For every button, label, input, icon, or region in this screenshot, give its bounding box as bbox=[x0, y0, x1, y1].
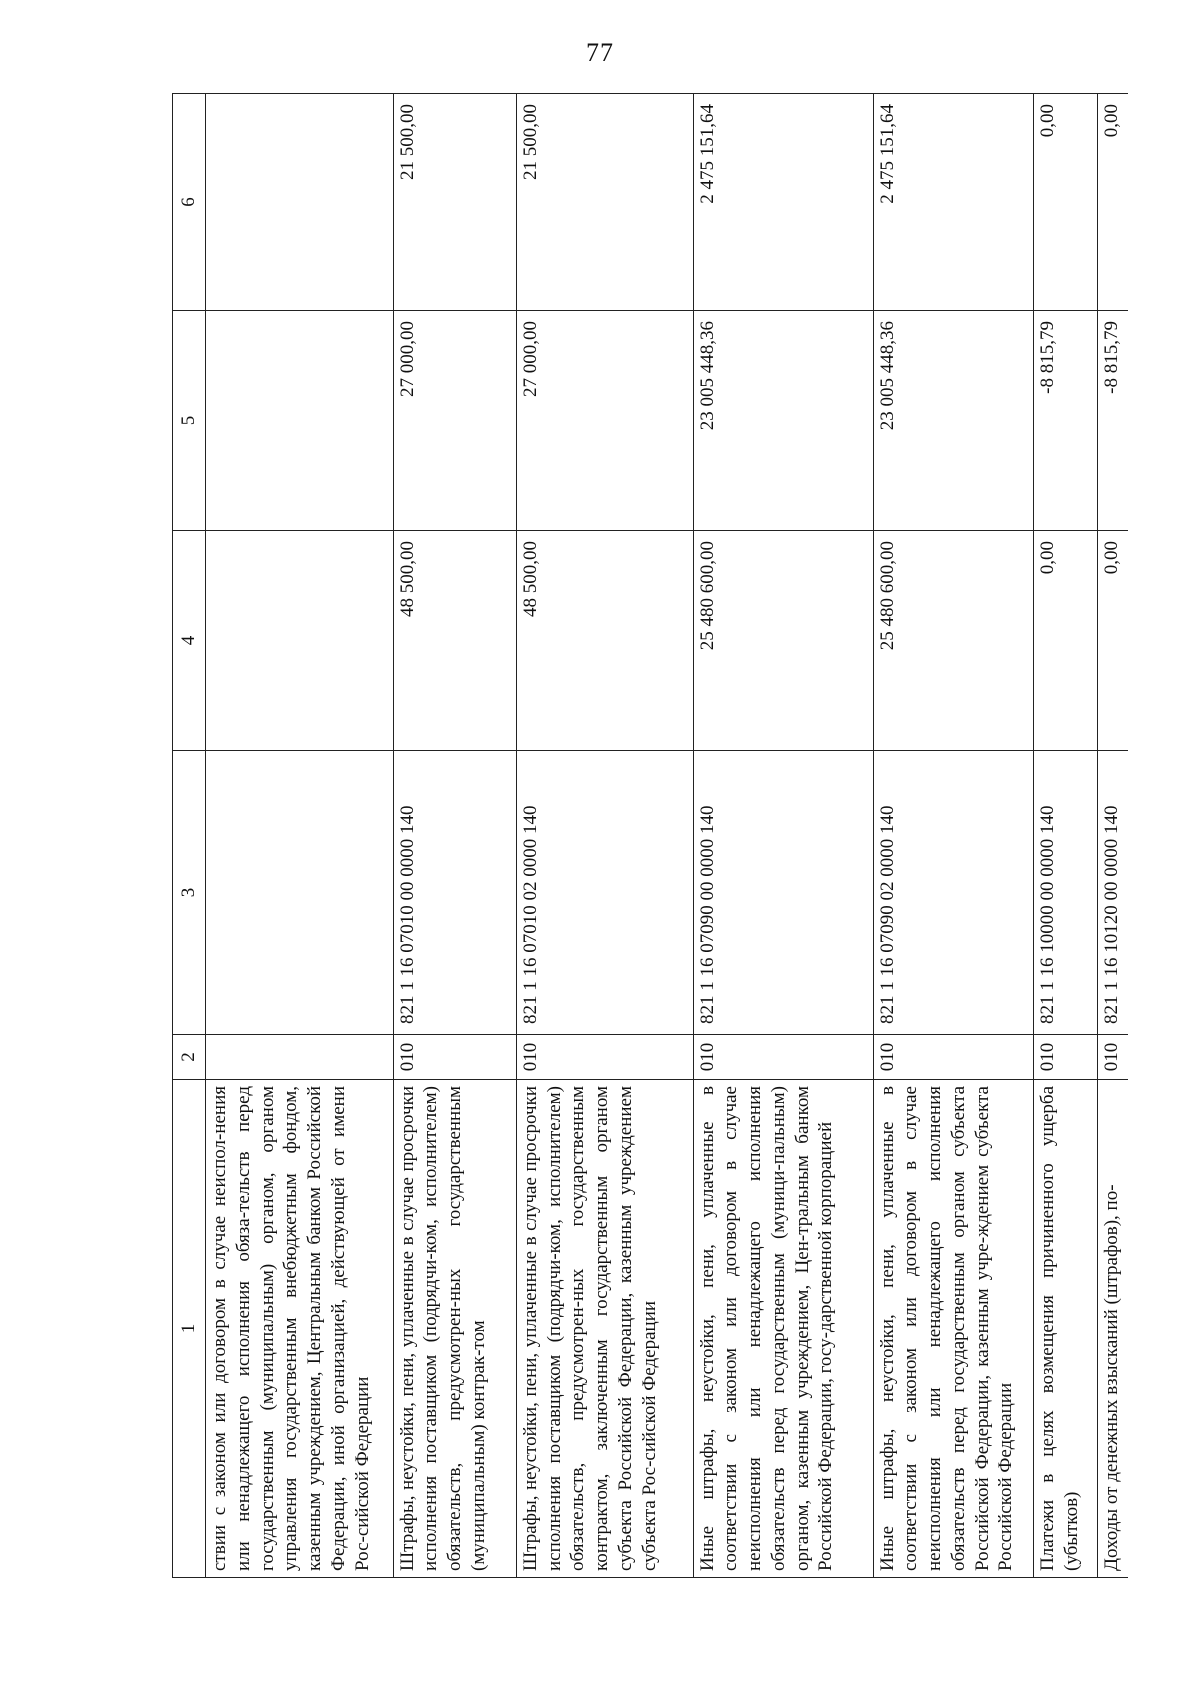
row-kbk: 821 1 16 07010 02 0000 140 bbox=[516, 751, 693, 1035]
header-col-6: 6 bbox=[173, 94, 206, 311]
header-col-4: 4 bbox=[173, 531, 206, 751]
row-col4: 48 500,00 bbox=[516, 531, 693, 751]
row-kbk bbox=[206, 751, 394, 1035]
row-kbk: 821 1 16 10000 00 0000 140 bbox=[1034, 751, 1097, 1035]
row-description: Штрафы, неустойки, пени, уплаченные в случае просрочки исполнения поставщиком (подрядчи-ком, исполнителем) обязательств, предусмотрен-ных государственным (муниципальным) контрак-том bbox=[393, 1080, 516, 1578]
row-description: ствии с законом или договором в случае неиспол-нения или ненадлежащего исполнения обяза-тельств перед государственным (муниципальным) органом, органом управления государственным внебюджетным фондом, казенным учреждением, Центральным банком Российской Федерации, иной организацией, действующей от имени Рос-сийской Федерации bbox=[206, 1080, 394, 1578]
row-kbk: 821 1 16 07090 00 0000 140 bbox=[693, 751, 873, 1035]
row-description: Доходы от денежных взысканий (штрафов), по- bbox=[1097, 1080, 1128, 1578]
table-row bbox=[516, 94, 693, 1578]
row-col4: 0,00 bbox=[1097, 531, 1128, 751]
row-kbk: 821 1 16 07010 00 0000 140 bbox=[393, 751, 516, 1035]
row-description: Платежи в целях возмещения причиненного ущерба (убытков) bbox=[1034, 1080, 1097, 1578]
header-col-2: 2 bbox=[173, 1035, 206, 1080]
row-col4: 48 500,00 bbox=[393, 531, 516, 751]
page-number: 77 bbox=[586, 38, 614, 67]
row-description: Штрафы, неустойки, пени, уплаченные в случае просрочки исполнения поставщиком (подрядчи-ком, исполнителем) обязательств, предусмотрен-ных государственным контрактом, заключенным государственным органом субъекта Российской Федерации, казенным учреждением субъекта Рос-сийской Федерации bbox=[516, 1080, 693, 1578]
row-description: Иные штрафы, неустойки, пени, уплаченные в соответствии с законом или договором в случае неисполнения или ненадлежащего исполнения обязательств перед государственным (муници-пальным) органом, казенным учреждением, Цен-тральным банком Российской Федерации, госу-дарственной корпорацией bbox=[693, 1080, 873, 1578]
row-col6 bbox=[206, 94, 394, 311]
row-col6: 21 500,00 bbox=[393, 94, 516, 311]
table-row bbox=[873, 94, 1034, 1578]
table-row bbox=[206, 94, 394, 1578]
row-line-code: 010 bbox=[516, 1035, 693, 1080]
rotated-table-container bbox=[172, 94, 1128, 1578]
row-line-code: 010 bbox=[873, 1035, 1034, 1080]
row-line-code: 010 bbox=[393, 1035, 516, 1080]
table-row bbox=[1034, 94, 1097, 1578]
row-col6: 21 500,00 bbox=[516, 94, 693, 311]
row-col5: 27 000,00 bbox=[516, 311, 693, 531]
row-col5: 23 005 448,36 bbox=[873, 311, 1034, 531]
table-row bbox=[693, 94, 873, 1578]
row-description: Иные штрафы, неустойки, пени, уплаченные в соответствии с законом или договором в случае неисполнения или ненадлежащего исполнения обязательств перед государственным органом субъекта Российской Федерации, казенным учре-ждением субъекта Российской Федерации bbox=[873, 1080, 1034, 1578]
row-col5: 27 000,00 bbox=[393, 311, 516, 531]
row-line-code: 010 bbox=[1034, 1035, 1097, 1080]
header-col-3: 3 bbox=[173, 751, 206, 1035]
header-row bbox=[173, 94, 206, 1578]
row-col5: -8 815,79 bbox=[1034, 311, 1097, 531]
row-col6: 0,00 bbox=[1097, 94, 1128, 311]
row-line-code: 010 bbox=[693, 1035, 873, 1080]
row-kbk: 821 1 16 10120 00 0000 140 bbox=[1097, 751, 1128, 1035]
row-kbk: 821 1 16 07090 02 0000 140 bbox=[873, 751, 1034, 1035]
row-col6: 2 475 151,64 bbox=[693, 94, 873, 311]
row-col5: 23 005 448,36 bbox=[693, 311, 873, 531]
row-col4 bbox=[206, 531, 394, 751]
row-col5: -8 815,79 bbox=[1097, 311, 1128, 531]
row-col5 bbox=[206, 311, 394, 531]
revenue-table bbox=[172, 93, 1128, 1578]
row-line-code bbox=[206, 1035, 394, 1080]
table-row bbox=[393, 94, 516, 1578]
row-col6: 2 475 151,64 bbox=[873, 94, 1034, 311]
row-col4: 25 480 600,00 bbox=[693, 531, 873, 751]
row-line-code: 010 bbox=[1097, 1035, 1128, 1080]
header-col-1: 1 bbox=[173, 1080, 206, 1578]
header-col-5: 5 bbox=[173, 311, 206, 531]
row-col6: 0,00 bbox=[1034, 94, 1097, 311]
table-row bbox=[1097, 94, 1128, 1578]
row-col4: 0,00 bbox=[1034, 531, 1097, 751]
row-col4: 25 480 600,00 bbox=[873, 531, 1034, 751]
